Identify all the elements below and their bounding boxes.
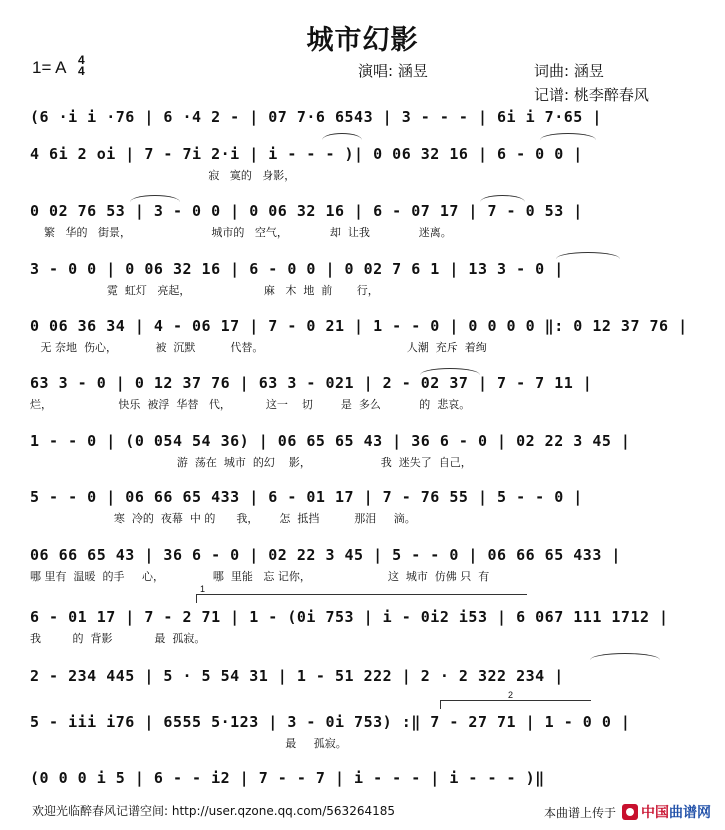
score-row <box>30 260 690 296</box>
slur-arc <box>556 252 620 259</box>
volta-number-2: 2 <box>508 690 514 700</box>
lyrics-line: 最 孤寂。 <box>30 737 347 750</box>
score-row <box>30 546 690 582</box>
notation-line: 2 - 234 445 | 5 · 5 54 31 | 1 - 51 222 | 2 · 2 322 234 | <box>30 667 564 685</box>
volta-bracket-2 <box>440 700 591 709</box>
notation-line: 0 06 36 34 | 4 - 06 17 | 7 - 0 21 | 1 - - 0 | 0 0 0 0 ‖: 0 12 37 76 | <box>30 317 688 335</box>
lyrics-line: 我 的 背影 最 孤寂。 <box>30 632 206 645</box>
score-row <box>30 202 690 238</box>
meter-top: 4 <box>78 53 85 67</box>
song-title: 城市幻影 <box>306 25 419 56</box>
lyrics-line: 游 荡在 城市 的幻 影， 我 迷失了 自己， <box>30 456 472 469</box>
score-row <box>30 432 690 468</box>
notation-line: 63 3 - 0 | 0 12 37 76 | 63 3 - 021 | 2 - 02 37 | 7 - 7 11 | <box>30 374 593 392</box>
site-name-red: 中国 <box>641 805 669 821</box>
score-row <box>30 608 690 644</box>
score-row <box>30 488 690 524</box>
slur-arc <box>130 195 180 202</box>
volta-bracket-1 <box>196 594 527 603</box>
volta-number-1: 1 <box>200 584 206 594</box>
site-logo-icon <box>622 804 638 820</box>
meter-bottom: 4 <box>78 64 85 78</box>
score-row <box>30 769 690 805</box>
site-logo[interactable] <box>622 802 711 822</box>
notation-line: 6 - 01 17 | 7 - 2 71 | 1 - (0i 753 | i - 0i2 i53 | 6 067 111 1712 | <box>30 608 669 626</box>
notation-line: (6 ·i i ·76 | 6 ·4 2 - | 07 7·6 6543 | 3 - - - | 6i i 7·65 | <box>30 108 602 126</box>
slur-arc <box>480 195 525 202</box>
singer-credit: 演唱: 涵昱 <box>358 62 428 80</box>
lyrics-line: 繁 华的 街景， 城市的 空气， 却 让我 迷离。 <box>30 226 452 239</box>
transcriber-credit: 记谱: 桃李醉春风 <box>534 86 649 104</box>
slur-arc <box>590 653 660 660</box>
site-name-blue: 曲谱网 <box>669 805 711 821</box>
score-row <box>30 713 690 749</box>
composer-credit: 词曲: 涵昱 <box>534 62 604 80</box>
score-row <box>30 145 690 181</box>
lyrics-line <box>30 689 690 703</box>
score-row <box>30 374 690 410</box>
footer-upload <box>544 802 711 822</box>
time-signature <box>78 55 85 77</box>
lyrics-line: 烂， 快乐 被浮 华替 代， 这一 切 是 多么 的 悲哀。 <box>30 398 471 411</box>
slur-arc <box>322 133 362 140</box>
notation-line: (0 0 0 i 5 | 6 - - i2 | 7 - - 7 | i - - - | i - - - )‖ <box>30 769 545 787</box>
lyrics-line: 哪 里有 温暖 的手 心， 哪 里能 忘 记你， 这 城市 仿佛 只 有 <box>30 570 490 583</box>
slur-arc <box>540 133 596 140</box>
notation-line: 5 - iii i76 | 6555 5·123 | 3 - 0i 753) :‖ 7 - 27 71 | 1 - 0 0 | <box>30 713 631 731</box>
notation-line: 3 - 0 0 | 0 06 32 16 | 6 - 0 0 | 0 02 7 6 1 | 13 3 - 0 | <box>30 260 564 278</box>
notation-line: 1 - - 0 | (0 054 54 36) | 06 65 65 43 | 36 6 - 0 | 02 22 3 45 | <box>30 432 631 450</box>
upload-label: 本曲谱上传于 <box>543 805 616 820</box>
footer-credit: 欢迎光临醉春风记谱空间: http://user.qzone.qq.com/563264185 <box>32 804 396 818</box>
key-signature: 1= A <box>32 58 67 77</box>
site-logo-text <box>641 802 711 822</box>
lyrics-line: 霓 虹灯 亮起， 麻 木 地 前 行， <box>30 284 379 297</box>
notation-line: 5 - - 0 | 06 66 65 433 | 6 - 01 17 | 7 - 76 55 | 5 - - 0 | <box>30 488 583 506</box>
lyrics-line: 无 奈地 伤心， 被 沉默 代替。 人潮 充斥 着绚 <box>30 341 487 354</box>
slur-arc <box>420 368 480 375</box>
lyrics-line: 寂 寞的 身影， <box>30 169 296 182</box>
notation-line: 4 6i 2 oi | 7 - 7i 2·i | i - - - )| 0 06 32 16 | 6 - 0 0 | <box>30 145 583 163</box>
notation-line: 0 02 76 53 | 3 - 0 0 | 0 06 32 16 | 6 - 07 17 | 7 - 0 53 | <box>30 202 583 220</box>
lyrics-line: 寒 冷的 夜幕 中 的 我， 怎 抵挡 那泪 滴。 <box>30 512 416 525</box>
notation-line: 06 66 65 43 | 36 6 - 0 | 02 22 3 45 | 5 - - 0 | 06 66 65 433 | <box>30 546 621 564</box>
score-row <box>30 667 690 703</box>
score-row <box>30 317 690 353</box>
